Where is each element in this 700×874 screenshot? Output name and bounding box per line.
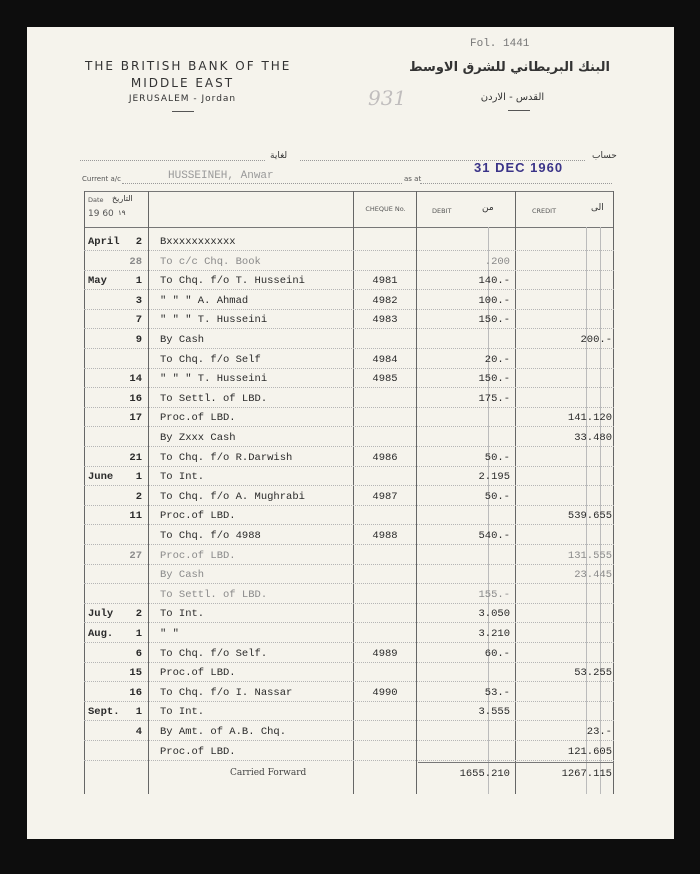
row-cheque-number: 4988	[372, 530, 398, 542]
account-line-left	[80, 160, 265, 161]
row-credit: 33.480	[574, 432, 612, 444]
row-description: To Chq. f/o R.Darwish	[160, 452, 293, 464]
row-month: July	[88, 608, 114, 620]
table-right-border	[613, 191, 614, 794]
row-day: 27	[129, 550, 142, 562]
row-rule	[84, 720, 614, 721]
row-cheque-number: 4989	[372, 648, 398, 660]
debit-column-divider	[515, 191, 516, 794]
debit-header: DEBIT	[432, 207, 452, 215]
as-at-label: as at	[404, 175, 422, 183]
row-credit: 539.655	[567, 510, 612, 522]
date-stamp: 31 DEC 1960	[474, 160, 564, 175]
table-header-border	[84, 227, 614, 228]
row-description: To Chq. f/o I. Nassar	[160, 687, 293, 699]
row-description: " "	[160, 628, 179, 640]
row-description: To Chq. f/o Self	[160, 354, 261, 366]
row-description: By Cash	[160, 334, 205, 346]
row-description: " " " T. Husseini	[160, 373, 268, 385]
row-month: Sept.	[88, 706, 120, 718]
row-day: 1	[135, 706, 142, 718]
debit-header-arabic: من	[482, 203, 494, 213]
row-description: Proc.of LBD.	[160, 510, 236, 522]
debit-total: 1655.210	[459, 768, 510, 780]
credit-header: CREDIT	[532, 207, 557, 215]
row-description: Proc.of LBD.	[160, 550, 236, 562]
row-rule	[84, 466, 614, 467]
row-rule	[84, 426, 614, 427]
row-day: 3	[135, 295, 142, 307]
account-holder: HUSSEINEH, Anwar	[168, 170, 274, 182]
row-rule	[84, 505, 614, 506]
table-top-border	[84, 191, 614, 192]
row-rule	[84, 524, 614, 525]
row-debit: 20.-	[484, 354, 510, 366]
totals-rule	[418, 762, 614, 763]
row-month: May	[88, 275, 107, 287]
row-credit: 23.-	[586, 726, 612, 738]
row-cheque-number: 4981	[372, 275, 398, 287]
row-rule	[84, 760, 614, 761]
bank-name-arabic: البنك البريطاني للشرق الاوسط	[409, 60, 610, 75]
row-day: 2	[135, 491, 142, 503]
row-cheque-number: 4985	[372, 373, 398, 385]
row-day: 1	[135, 471, 142, 483]
row-debit: 540.-	[478, 530, 510, 542]
row-description: To Settl. of LBD.	[160, 589, 268, 601]
date-column-divider	[148, 191, 149, 794]
folio-number: Fol. 1441	[470, 38, 530, 50]
row-description: To Int.	[160, 706, 205, 718]
row-description: To Chq. f/o Self.	[160, 648, 268, 660]
row-rule	[84, 564, 614, 565]
row-day: 2	[135, 236, 142, 248]
row-rule	[84, 603, 614, 604]
row-description: To Int.	[160, 471, 205, 483]
row-debit: 50.-	[484, 452, 510, 464]
row-rule	[84, 662, 614, 663]
row-debit: 50.-	[484, 491, 510, 503]
row-rule	[84, 387, 614, 388]
row-credit: 23.445	[574, 569, 612, 581]
row-debit: 3.555	[478, 706, 510, 718]
row-month: June	[88, 471, 114, 483]
row-day: 6	[135, 648, 142, 660]
row-description: Bxxxxxxxxxxx	[160, 236, 236, 248]
row-day: 1	[135, 628, 142, 640]
row-day: 4	[135, 726, 142, 738]
row-rule	[84, 544, 614, 545]
row-day: 14	[129, 373, 142, 385]
row-rule	[84, 270, 614, 271]
row-rule	[84, 348, 614, 349]
row-description: By Zxxx Cash	[160, 432, 236, 444]
date-header-arabic: التاريخ	[112, 194, 133, 203]
row-description: To Settl. of LBD.	[160, 393, 268, 405]
row-description: To Chq. f/o T. Husseini	[160, 275, 305, 287]
row-day: 28	[129, 256, 142, 268]
bank-location: JERUSALEM - Jordan	[128, 94, 237, 104]
year-label: 19 60	[88, 209, 114, 219]
row-description: Proc.of LBD.	[160, 412, 236, 424]
row-description: " " " A. Ahmad	[160, 295, 249, 307]
row-description: Proc.of LBD.	[160, 746, 236, 758]
header-divider-left	[172, 111, 194, 112]
row-cheque-number: 4987	[372, 491, 398, 503]
year-label-arabic: ١٩	[118, 209, 126, 217]
arabic-to-label: لغاية	[270, 151, 288, 161]
row-credit: 53.255	[574, 667, 612, 679]
current-account-label: Current a/c	[82, 175, 122, 183]
row-day: 17	[129, 412, 142, 424]
row-description: By Amt. of A.B. Chq.	[160, 726, 287, 738]
row-description: " " " T. Husseini	[160, 314, 268, 326]
row-cheque-number: 4982	[372, 295, 398, 307]
row-debit: 150.-	[478, 373, 510, 385]
row-debit: 53.-	[484, 687, 510, 699]
row-rule	[84, 289, 614, 290]
row-rule	[84, 681, 614, 682]
table-left-border	[84, 191, 85, 794]
row-credit: 141.120	[567, 412, 612, 424]
carried-forward-label: Carried Forward	[230, 768, 307, 778]
row-cheque-number: 4984	[372, 354, 398, 366]
date-line	[420, 183, 612, 184]
header-divider-right	[508, 110, 530, 111]
row-debit: 60.-	[484, 648, 510, 660]
row-debit: 150.-	[478, 314, 510, 326]
row-rule	[84, 368, 614, 369]
row-day: 15	[129, 667, 142, 679]
row-day: 16	[129, 687, 142, 699]
row-credit: 200.-	[580, 334, 612, 346]
row-day: 7	[135, 314, 142, 326]
pencil-note: 931	[368, 86, 407, 110]
row-debit: 175.-	[478, 393, 510, 405]
row-day: 9	[135, 334, 142, 346]
row-rule	[84, 622, 614, 623]
description-column-divider	[353, 191, 354, 794]
row-rule	[84, 309, 614, 310]
row-debit: 3.050	[478, 608, 510, 620]
date-header: Date	[88, 196, 104, 204]
row-month: Aug.	[88, 628, 114, 640]
row-description: To Int.	[160, 608, 205, 620]
row-rule	[84, 701, 614, 702]
cheque-header: CHEQUE No.	[365, 205, 406, 213]
row-cheque-number: 4990	[372, 687, 398, 699]
row-description: To Chq. f/o A. Mughrabi	[160, 491, 305, 503]
row-description: To Chq. f/o 4988	[160, 530, 261, 542]
row-day: 1	[135, 275, 142, 287]
row-rule	[84, 740, 614, 741]
row-day: 2	[135, 608, 142, 620]
row-cheque-number: 4983	[372, 314, 398, 326]
row-rule	[84, 407, 614, 408]
bank-name-line1: THE BRITISH BANK OF THE	[85, 59, 292, 73]
row-credit: 121.605	[567, 746, 612, 758]
holder-line	[122, 183, 402, 184]
row-description: Proc.of LBD.	[160, 667, 236, 679]
row-debit: 3.210	[478, 628, 510, 640]
row-rule	[84, 328, 614, 329]
row-rule	[84, 583, 614, 584]
row-debit: 155.-	[478, 589, 510, 601]
row-description: By Cash	[160, 569, 205, 581]
row-rule	[84, 446, 614, 447]
row-day: 16	[129, 393, 142, 405]
bank-name-line2: MIDDLE EAST	[130, 76, 235, 90]
arabic-account-label: حساب	[592, 151, 617, 161]
row-rule	[84, 250, 614, 251]
row-debit: 2.195	[478, 471, 510, 483]
row-month: April	[88, 236, 120, 248]
credit-header-arabic: الى	[591, 203, 604, 213]
bank-location-arabic: القدس - الاردن	[480, 92, 545, 103]
row-cheque-number: 4986	[372, 452, 398, 464]
row-debit: .200	[484, 256, 510, 268]
row-day: 21	[129, 452, 142, 464]
credit-total: 1267.115	[561, 768, 612, 780]
row-day: 11	[129, 510, 142, 522]
row-debit: 100.-	[478, 295, 510, 307]
row-rule	[84, 485, 614, 486]
row-rule	[84, 642, 614, 643]
row-credit: 131.555	[567, 550, 612, 562]
row-debit: 140.-	[478, 275, 510, 287]
cheque-column-divider	[416, 191, 417, 794]
row-description: To c/c Chq. Book	[160, 256, 261, 268]
